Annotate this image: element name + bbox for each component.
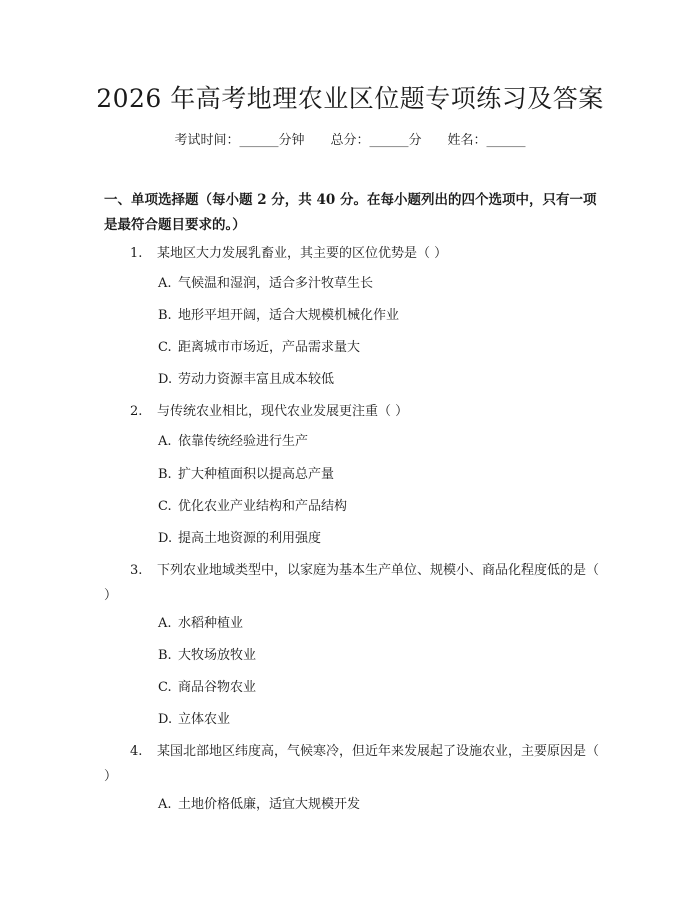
question-number: 2. bbox=[130, 404, 143, 419]
option-letter: D. bbox=[158, 372, 173, 387]
question-1-option-b bbox=[158, 306, 598, 326]
question-2-option-a bbox=[158, 432, 598, 452]
option-letter: D. bbox=[158, 531, 173, 546]
question-4-option-a bbox=[158, 795, 598, 815]
question-number: 1. bbox=[130, 246, 143, 261]
page-title: 2026 年高考地理农业区位题专项练习及答案 bbox=[96, 84, 604, 113]
question-2-option-b bbox=[158, 465, 598, 485]
question-3-option-a bbox=[158, 614, 598, 634]
option-letter: A. bbox=[158, 616, 172, 631]
option-letter: A. bbox=[158, 797, 172, 812]
option-letter: C. bbox=[158, 340, 172, 355]
question-stem: 某地区大力发展乳畜业，其主要的区位优势是（ ） bbox=[157, 246, 448, 261]
option-text: 距离城市市场近，产品需求量大 bbox=[178, 340, 361, 355]
total-score-label: 总分：______分 bbox=[330, 133, 422, 148]
option-text: 大牧场放牧业 bbox=[178, 648, 257, 663]
option-text: 扩大种植面积以提高总产量 bbox=[178, 467, 335, 482]
question-number: 3. bbox=[130, 563, 143, 578]
option-letter: A. bbox=[158, 434, 172, 449]
option-text: 优化农业产业结构和产品结构 bbox=[178, 499, 348, 514]
option-text: 依靠传统经验进行生产 bbox=[178, 434, 309, 449]
question-1-option-c bbox=[158, 338, 598, 358]
question-2 bbox=[104, 399, 604, 424]
question-number: 4. bbox=[130, 744, 143, 759]
option-letter: B. bbox=[158, 308, 172, 323]
option-text: 商品谷物农业 bbox=[178, 680, 257, 695]
question-4 bbox=[104, 739, 604, 789]
option-text: 立体农业 bbox=[178, 712, 231, 727]
question-stem: 与传统农业相比，现代农业发展更注重（ ） bbox=[157, 404, 409, 419]
option-letter: D. bbox=[158, 712, 173, 727]
section-heading: 一、单项选择题（每小题 2 分，共 40 分。在每小题列出的四个选项中，只有一项是最符合题目要求的。） bbox=[104, 192, 597, 233]
option-text: 水稻种植业 bbox=[178, 616, 244, 631]
option-letter: B. bbox=[158, 467, 172, 482]
option-letter: A. bbox=[158, 276, 172, 291]
option-letter: C. bbox=[158, 680, 172, 695]
option-letter: C. bbox=[158, 499, 172, 514]
exam-info-line bbox=[0, 131, 700, 151]
question-stem: 某国北部地区纬度高，气候寒冷，但近年来发展起了设施农业，主要原因是（ ） bbox=[104, 744, 600, 784]
option-text: 劳动力资源丰富且成本较低 bbox=[178, 372, 335, 387]
question-2-option-c bbox=[158, 497, 598, 517]
question-1 bbox=[104, 241, 604, 266]
question-3-option-c bbox=[158, 678, 598, 698]
question-3-option-d bbox=[158, 710, 598, 730]
question-1-option-a bbox=[158, 274, 598, 294]
question-3-option-b bbox=[158, 646, 598, 666]
option-text: 气候温和湿润，适合多汁牧草生长 bbox=[178, 276, 374, 291]
question-3 bbox=[104, 558, 604, 608]
option-text: 地形平坦开阔，适合大规模机械化作业 bbox=[178, 308, 400, 323]
question-stem: 下列农业地域类型中，以家庭为基本生产单位、规模小、商品化程度低的是（ ） bbox=[104, 563, 600, 603]
option-text: 提高土地资源的利用强度 bbox=[178, 531, 322, 546]
exam-time-label: 考试时间：______分钟 bbox=[174, 133, 305, 148]
student-name-label: 姓名：______ bbox=[447, 133, 526, 148]
option-letter: B. bbox=[158, 648, 172, 663]
question-2-option-d bbox=[158, 529, 598, 549]
question-1-option-d bbox=[158, 370, 598, 390]
option-text: 土地价格低廉，适宜大规模开发 bbox=[178, 797, 361, 812]
